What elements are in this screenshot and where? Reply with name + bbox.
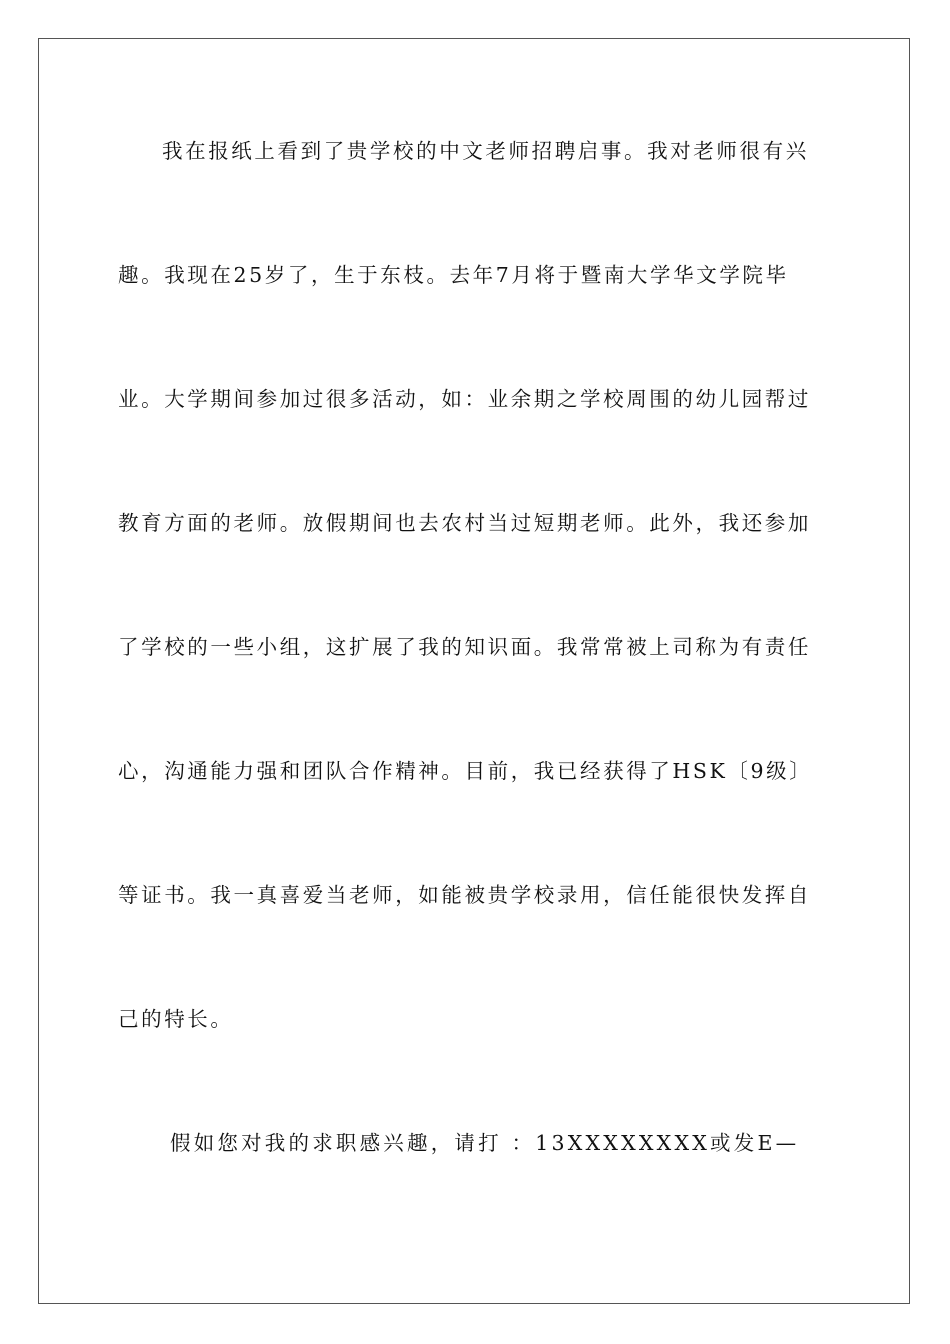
paragraph-1-line-4: 教育方面的老师。放假期间也去农村当过短期老师。此外，我还参加 (118, 511, 811, 535)
paragraph-1-line-1: 我在报纸上看到了贵学校的中文老师招聘启事。我对老师很有兴 (162, 139, 809, 163)
paragraph-1-line-3: 业。大学期间参加过很多活动，如：业余期之学校周围的幼儿园帮过 (118, 387, 811, 411)
paragraph-1-line-5: 了学校的一些小组，这扩展了我的知识面。我常常被上司称为有责任 (118, 635, 811, 659)
paragraph-2-line-1: 假如您对我的求职感兴趣，请打 ：13XXXXXXXX或发E— (170, 1131, 800, 1155)
paragraph-1-line-8: 己的特长。 (118, 1007, 234, 1031)
page-frame (38, 38, 910, 1304)
paragraph-1-line-7: 等证书。我一真喜爱当老师，如能被贵学校录用，信任能很快发挥自 (118, 883, 811, 907)
paragraph-1-line-6: 心，沟通能力强和团队合作精神。目前，我已经获得了HSK〔9级〕 (118, 759, 813, 783)
paragraph-1-line-2: 趣。我现在25岁了，生于东枝。去年7月将于暨南大学华文学院毕 (118, 263, 789, 287)
